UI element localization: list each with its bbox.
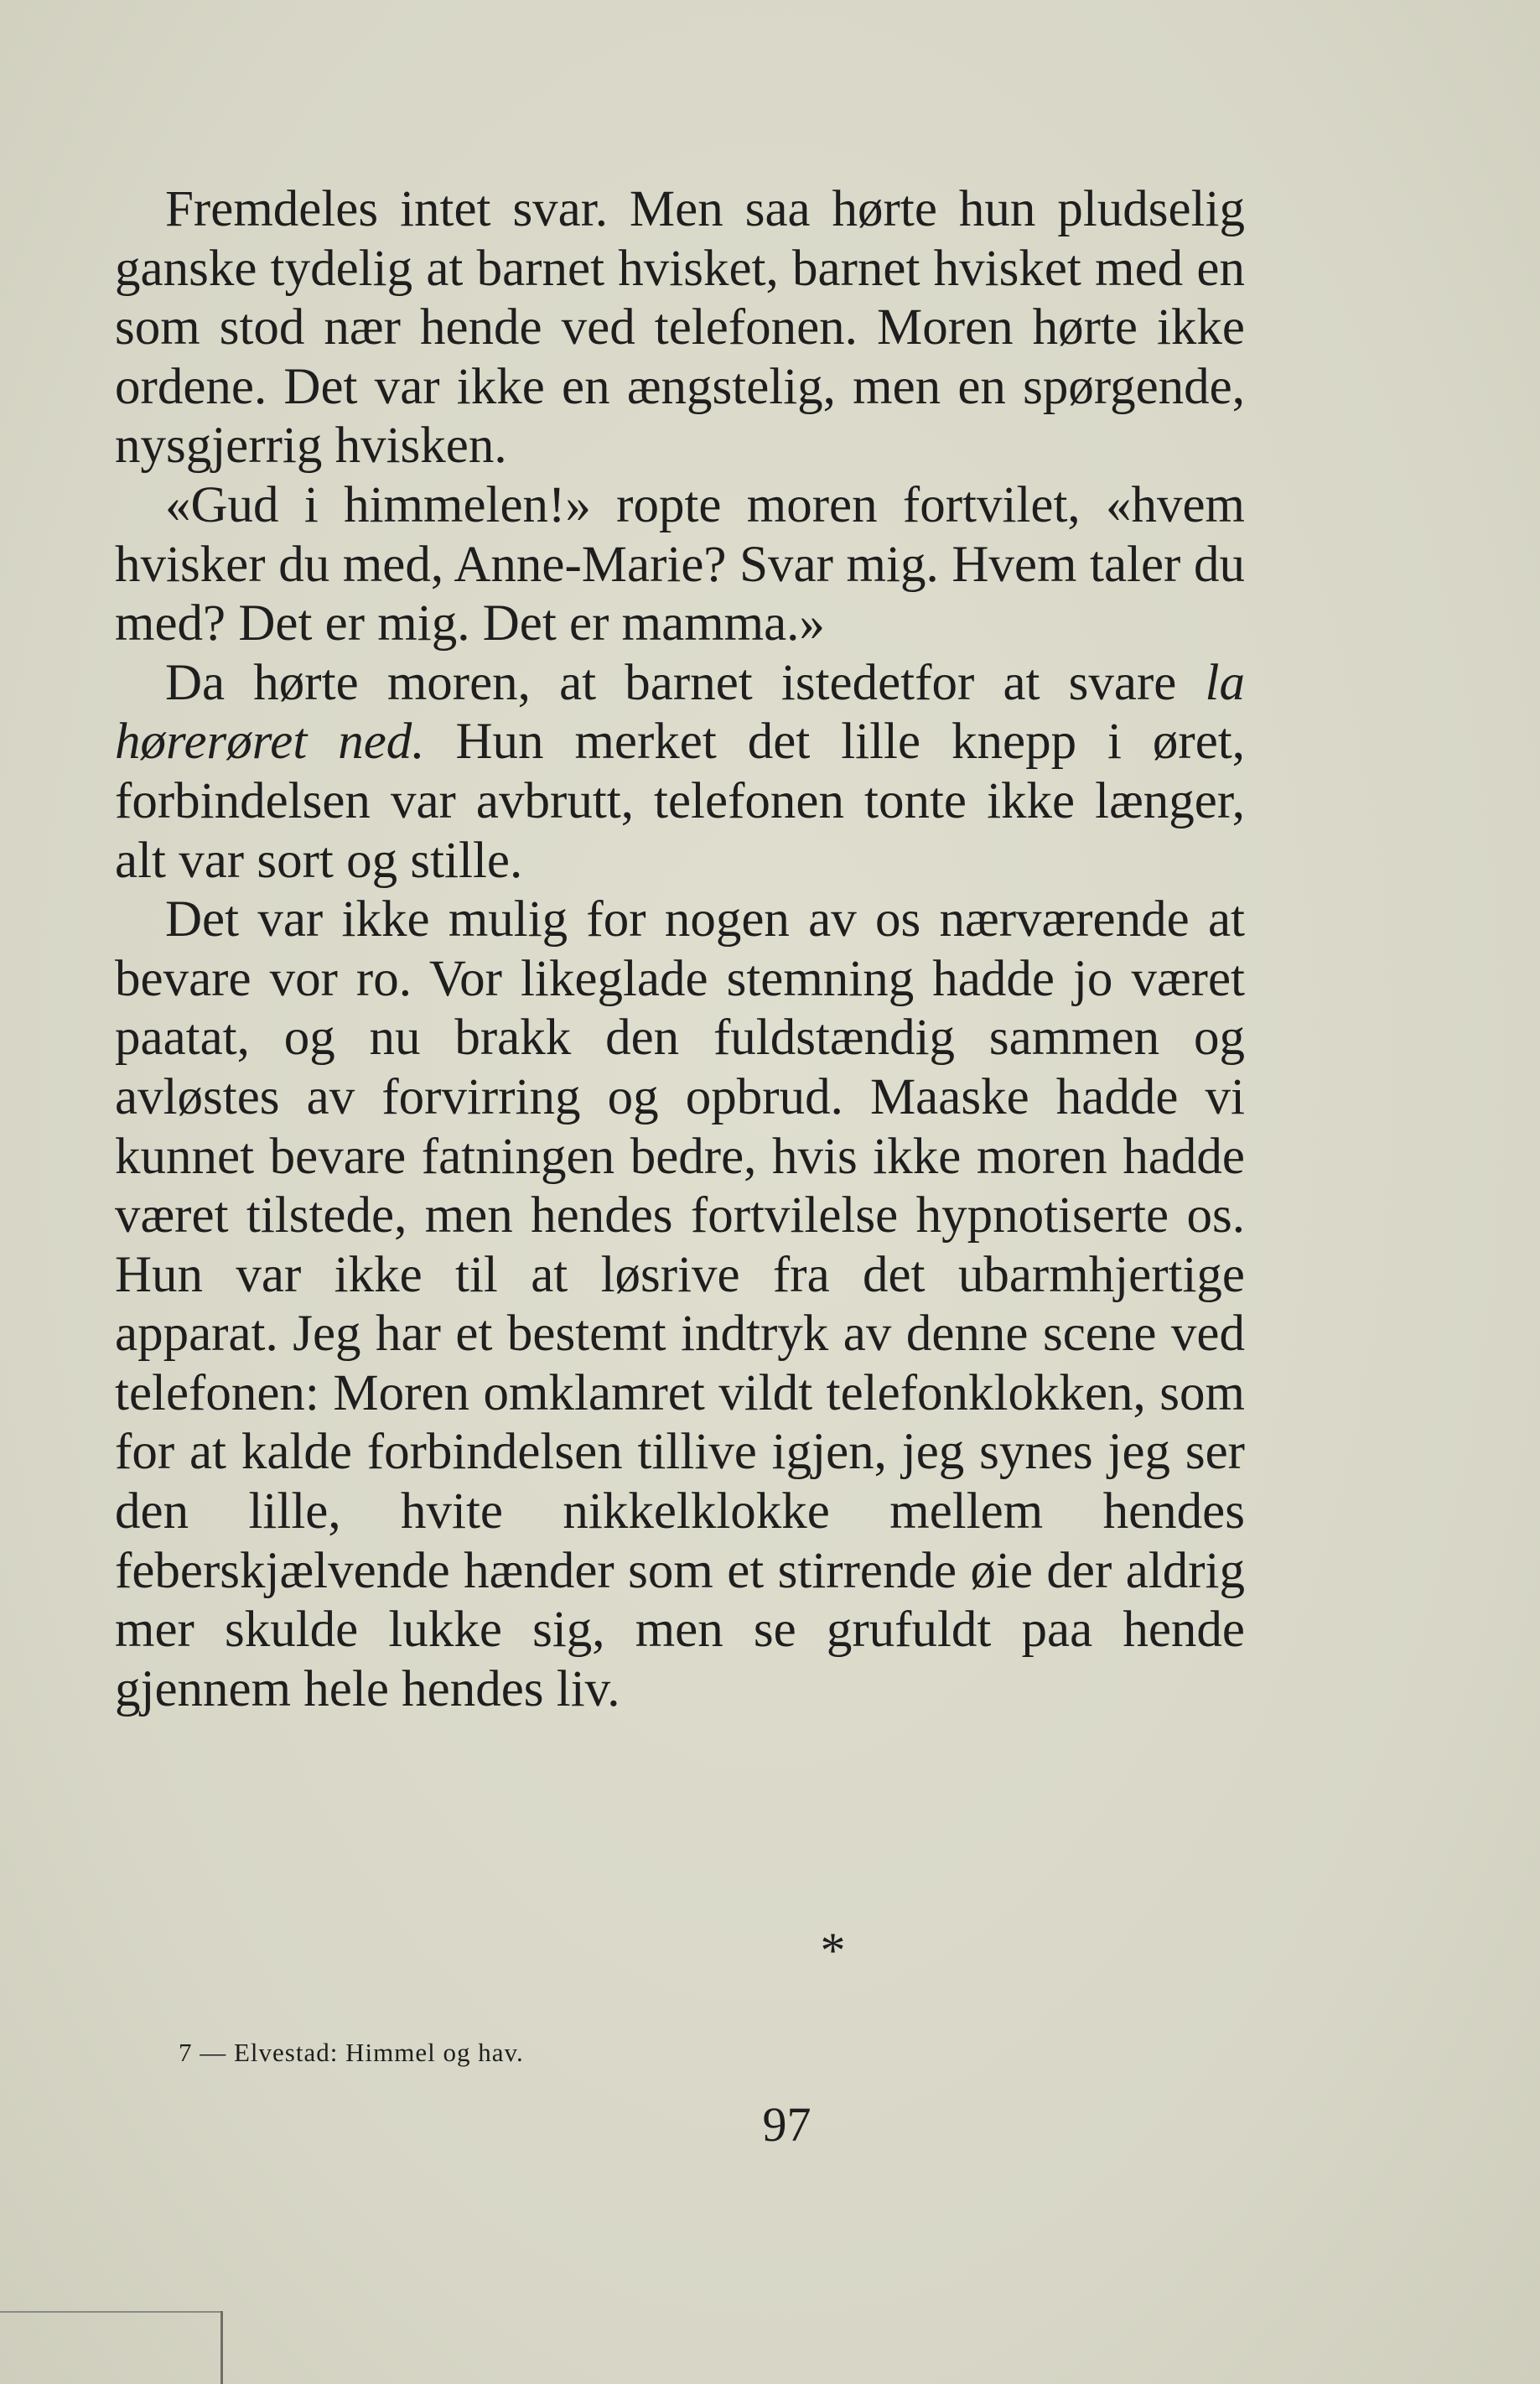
page-number: 97 — [762, 2097, 811, 2152]
paragraph-3 — [115, 654, 1245, 891]
body-text — [115, 180, 1245, 1719]
paragraph-3-end: Hun merket det lille knepp i øret, forbindelsen var avbrutt, telefonen tonte ikke længer, alt var sort og stille. — [115, 714, 1245, 889]
section-break-asterisk: * — [820, 1923, 846, 1978]
paragraph-2: «Gud i himmelen!» ropte moren fortvilet, «hvem hvisker du med, Anne-Marie? Svar mig. Hvem taler du med? Det er mig. Det er mamma.» — [115, 476, 1245, 652]
paragraph-4: Det var ikke mulig for nogen av os nærværende at bevare vor ro. Vor likeglade stemning hadde jo været paatat, og nu brakk den fuldstændig sammen og avløstes av forvirring og opbrud. Maaske hadde vi kunnet bevare fatningen bedre, hvis ikke moren hadde været tilstede, men hendes fortvilelse hypnotiserte os. Hun var ikke til at løsrive fra det ubarmhjertige apparat. Jeg har et bestemt indtryk av denne scene ved telefonen: Moren omklamret vildt telefonklokken, som for at kalde forbindelsen tillive igjen, jeg synes jeg ser den lille, hvite nikkelklokke mellem hendes feberskjælvende hænder som et stirrende øie der aldrig mer skulde lukke sig, men se grufuldt paa hende gjennem hele hendes liv. — [115, 891, 1245, 1717]
paragraph-3-italic: la hørerøret ned. — [115, 654, 1245, 771]
scan-edge-tick — [220, 2311, 223, 2384]
scan-edge-line — [0, 2311, 222, 2313]
paragraph-1: Fremdeles intet svar. Men saa hørte hun pludselig ganske tydelig at barnet hvisket, barnet hvisket med en som stod nær hende ved telefonen. Moren hørte ikke ordene. Det var ikke en ængstelig, men en spørgende, nysgjerrig hvisken. — [115, 181, 1245, 475]
paragraph-3-start: Da hørte moren, at barnet istedetfor at svare — [165, 654, 1206, 711]
printer-signature: 7 — Elvestad: Himmel og hav. — [179, 2038, 524, 2067]
